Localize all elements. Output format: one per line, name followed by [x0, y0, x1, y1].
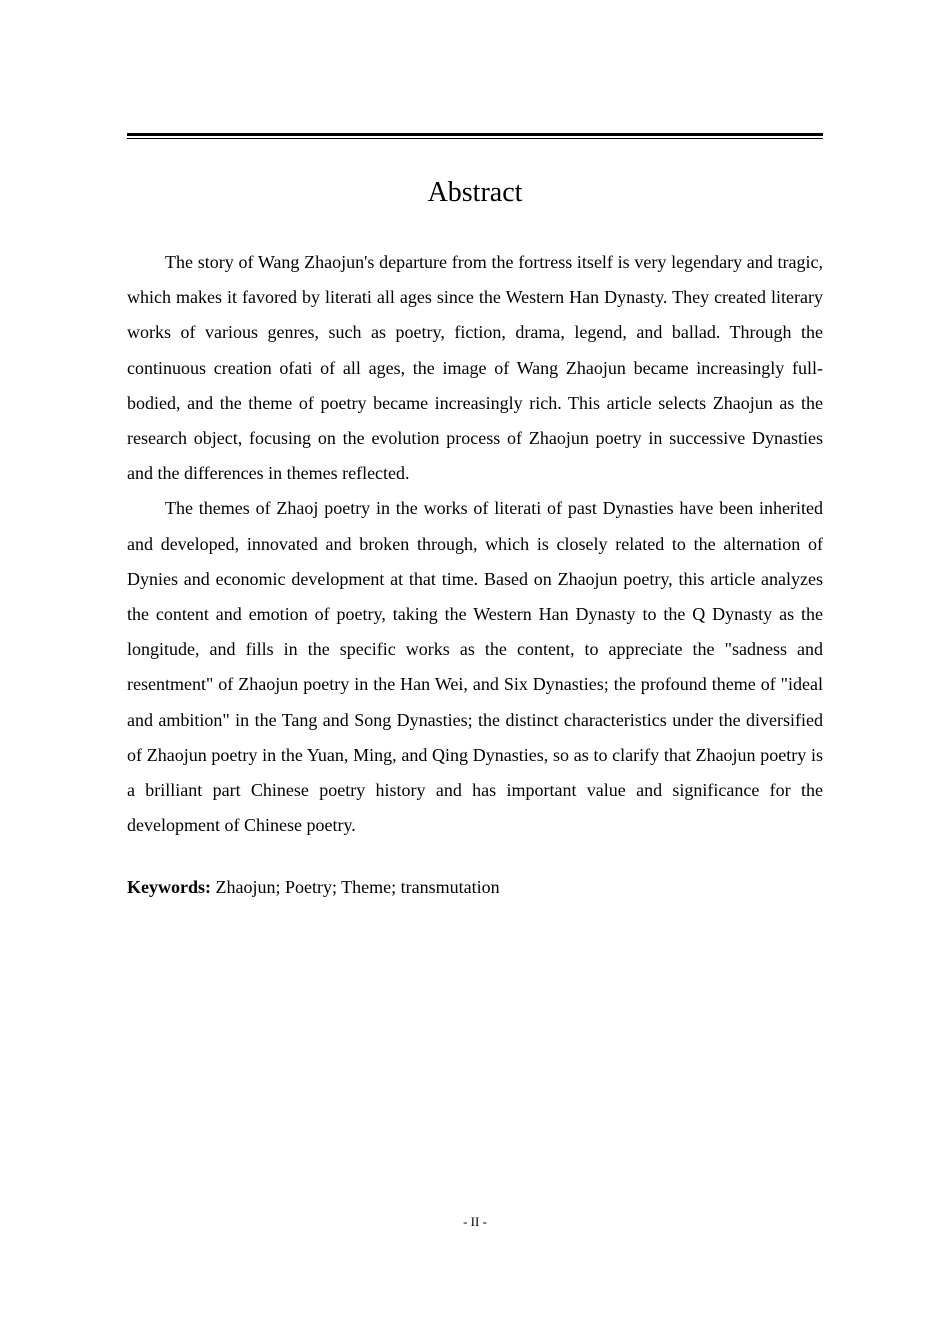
header-rule-thick: [127, 133, 823, 136]
header-rule-thin: [127, 138, 823, 139]
header-double-rule: [127, 133, 823, 139]
abstract-title: Abstract: [427, 177, 523, 208]
keywords-line: [127, 872, 823, 902]
abstract-paragraph-1: The story of Wang Zhaojun's departure from the fortress itself is very legendary and tragic, which makes it favored by literati all ages since the Western Han Dynasty. They created literary works of various genres, such as poetry, fiction, drama, legend, and ballad. Through the continuous creation ofati of all ages, the image of Wang Zhaojun became increasingly full-bodied, and the theme of poetry became increasingly rich. This article selects Zhaojun as the research object, focusing on the evolution process of Zhaojun poetry in successive Dynasties and the differences in themes reflected.: [127, 252, 823, 484]
abstract-paragraph-2: The themes of Zhaoj poetry in the works of literati of past Dynasties have been inherited and developed, innovated and broken through, which is closely related to the alternation of Dynies and economic development at that time. Based on Zhaojun poetry, this article analyzes the content and emotion of poetry, taking the Western Han Dynasty to the Q Dynasty as the longitude, and fills in the specific works as the content, to appreciate the "sadness and resentment" of Zhaojun poetry in the Han Wei, and Six Dynasties; the profound theme of "ideal and ambition" in the Tang and Song Dynasties; the distinct characteristics under the diversified of Zhaojun poetry in the Yuan, Ming, and Qing Dynasties, so as to clarify that Zhaojun poetry is a brilliant part Chinese poetry history and has important value and significance for the development of Chinese poetry.: [127, 498, 823, 836]
page-number: - II -: [463, 1214, 487, 1229]
abstract-body: [127, 245, 823, 843]
keywords-label: Keywords:: [127, 877, 211, 897]
keywords-value: Zhaojun; Poetry; Theme; transmutation: [211, 877, 500, 897]
